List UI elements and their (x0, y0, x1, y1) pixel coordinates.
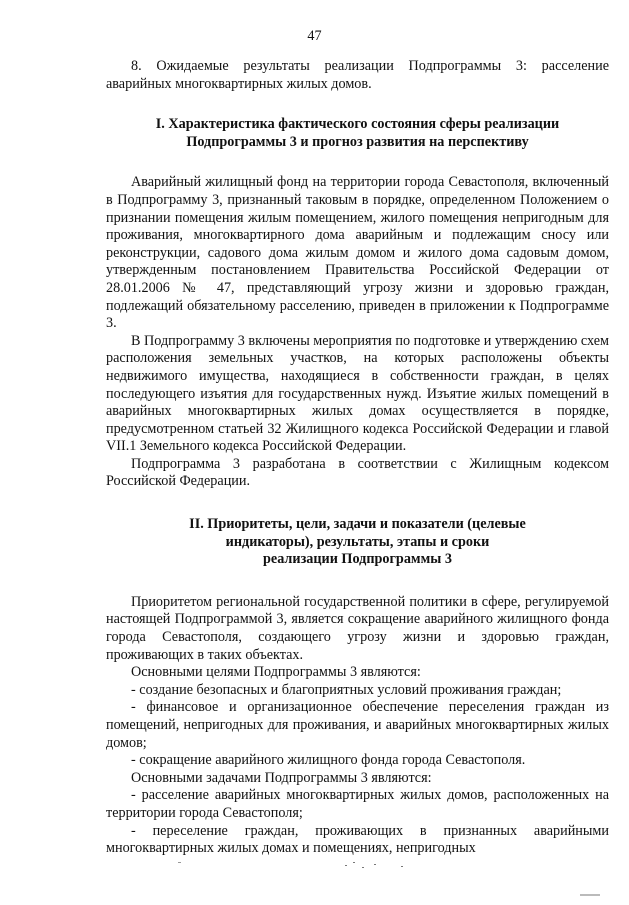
scan-mark (178, 862, 181, 863)
section-2-title-line-1: II. Приоритеты, цели, задачи и показатели (целевые (189, 516, 526, 533)
section-2-paragraph-6: Основными задачами Подпрограммы 3 являются: (131, 769, 432, 786)
section-2-paragraph-4: - финансовое и организационное обеспечение переселения граждан из помещений, непригодных для проживания, и аварийных многоквартирных жилых домов; (106, 699, 609, 751)
section-1-title: I. Характеристика фактического состояния сферы реализации Подпрограммы 3 и прогноз развития на перспективу (155, 116, 560, 150)
section-2-paragraph-8: - переселение граждан, проживающих в признанных аварийными многоквартирных жилых домах и помещениях, непригодных (106, 822, 609, 857)
speck-1 (345, 865, 347, 866)
section-2-paragraph-3: - создание безопасных и благоприятных условий проживания граждан; (131, 681, 562, 698)
speck-3 (362, 867, 364, 868)
section-1-paragraph-2: В Подпрограмму 3 включены мероприятия по подготовке и утверждению схем расположения земельных участков, на которых расположены объекты недвижимого имущества, находящиеся в собственности граждан, в целях последующего изъятия для государственных нужд. Изъятие жилых помещений в аварийных многоквартирных жилых домах осуществляется в порядке, предусмотренном статьей 32 Жилищного кодекса Российской Федерации и главой VII.1 Земельного кодекса Российской Федерации. (106, 332, 609, 455)
page-content (106, 58, 609, 858)
section-2-title-line-3: реализации Подпрограммы 3 (263, 551, 452, 568)
section-2-paragraph-2: Основными целями Подпрограммы 3 являются: (131, 664, 421, 681)
speck-4 (374, 864, 376, 865)
section-2-paragraph-1: Приоритетом региональной государственной политики в сфере, регулируемой настоящей Подпрограммой 3, является сокращение аварийного жилищного фонда города Севастополя, создающего угрозу жизни и здоровью граждан, проживающих в таких объектах. (106, 593, 609, 663)
section-2-title (106, 516, 609, 569)
section-2-title-line-2: индикаторы), результаты, этапы и сроки (225, 533, 490, 550)
section-1-paragraph-3: Подпрограмма 3 разработана в соответствии с Жилищным кодексом Российской Федерации. (106, 455, 609, 490)
scan-specks (340, 856, 410, 876)
page-number: 47 (307, 28, 322, 44)
section-2-paragraph-7: - расселение аварийных многоквартирных жилых домов, расположенных на территории города Севастополя; (106, 787, 609, 821)
intro-paragraph: 8. Ожидаемые результаты реализации Подпрограммы 3: расселение аварийных многоквартирных жилых домов. (106, 58, 609, 92)
speck-2 (353, 862, 355, 863)
speck-5 (401, 866, 403, 867)
page-edge-mark (580, 894, 600, 896)
section-2-paragraph-5: - сокращение аварийного жилищного фонда города Севастополя. (131, 752, 526, 769)
section-1-paragraph-1: Аварийный жилищный фонд на территории города Севастополя, включенный в Подпрограмму 3, признанный таковым в порядке, определенном Положением о признании помещения жилым помещением, жилого помещения непригодным для проживания, многоквартирного дома аварийным и подлежащим сносу или реконструкции, садового дома жилым домом и жилого дома садовым домом, утвержденным постановлением Правительства Российской Федерации от 28.01.2006 № 47, представляющий угрозу жизни и здоровью граждан, подлежащий обязательному расселению, приведен в приложении к Подпрограмме 3. (106, 174, 609, 332)
